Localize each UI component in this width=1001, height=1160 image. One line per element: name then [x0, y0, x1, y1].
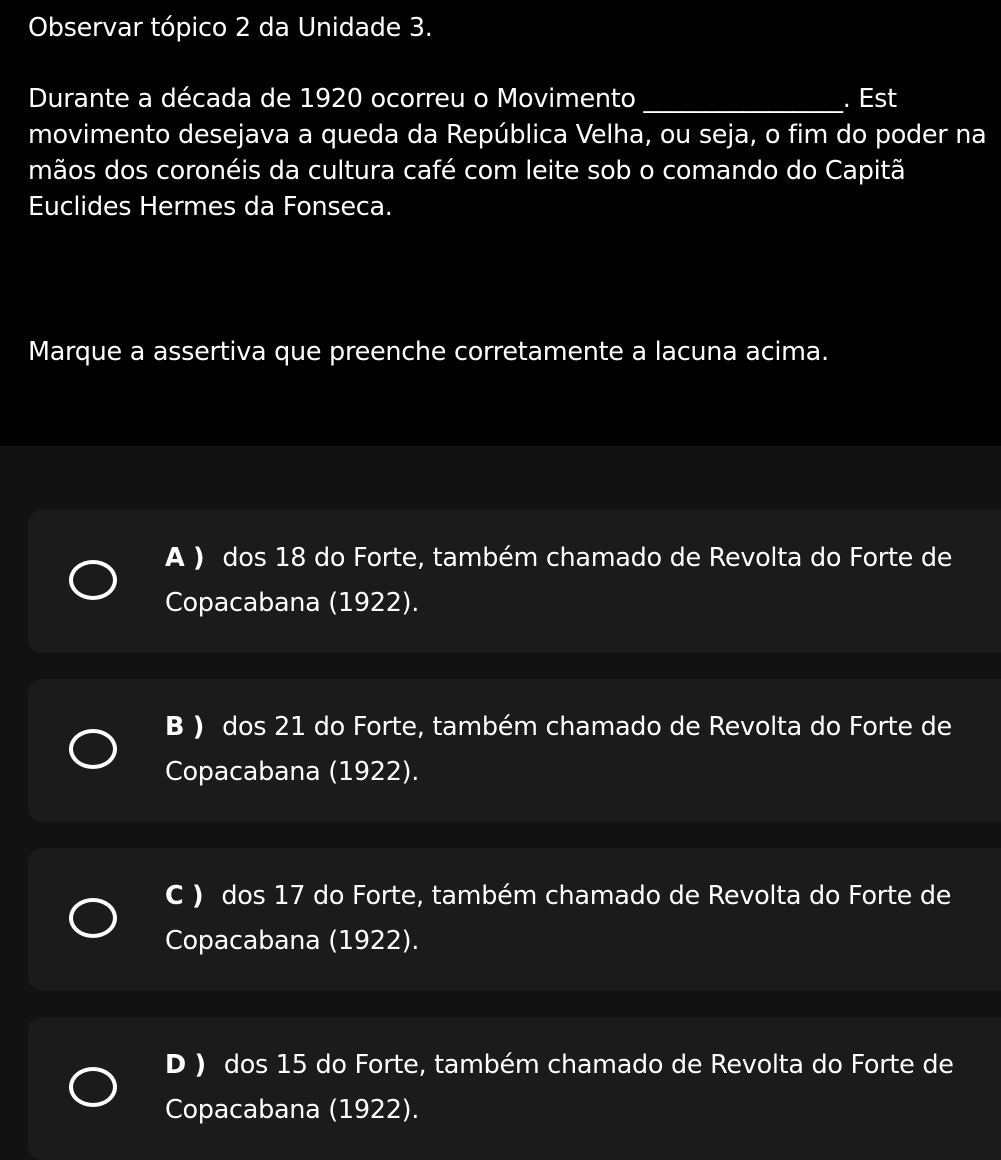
option-a-line-2: Copacabana (1922). — [165, 588, 420, 618]
option-d-line-2: Copacabana (1922). — [165, 1095, 420, 1125]
answer-options — [0, 446, 1001, 1132]
option-b-text: dos 21 do Forte, também chamado de Revolta do Forte de — [222, 712, 952, 742]
option-a-text: dos 18 do Forte, também chamado de Revolta do Forte de — [222, 543, 953, 573]
option-b-letter: B ) — [165, 712, 205, 742]
radio-unchecked-icon[interactable] — [69, 1067, 117, 1107]
option-d-letter: D ) — [165, 1050, 206, 1080]
option-a-letter: A ) — [165, 543, 205, 573]
option-c-line-1 — [165, 880, 951, 912]
question-statement-line-2: movimento desejava a queda da República Velha, ou seja, o fim do poder na — [28, 120, 987, 150]
option-c-text: dos 17 do Forte, também chamado de Revolta do Forte de — [221, 881, 952, 911]
radio-unchecked-icon[interactable] — [69, 898, 117, 938]
option-a[interactable] — [28, 510, 1001, 653]
question-prompt: Marque a assertiva que preenche corretamente a lacuna acima. — [28, 337, 829, 367]
radio-unchecked-icon[interactable] — [69, 729, 117, 769]
option-d-text: dos 15 do Forte, também chamado de Revolta do Forte de — [223, 1050, 954, 1080]
option-c[interactable] — [28, 848, 1001, 991]
option-c-letter: C ) — [165, 881, 204, 911]
option-a-line-1 — [165, 542, 952, 574]
option-c-line-2: Copacabana (1922). — [165, 926, 420, 956]
question-statement-line-1: Durante a década de 1920 ocorreu o Movimento ________________. Est — [28, 84, 897, 114]
question-statement-line-3: mãos dos coronéis da cultura café com leite sob o comando do Capitã — [28, 156, 906, 186]
option-b[interactable] — [28, 679, 1001, 822]
option-d[interactable] — [28, 1017, 1001, 1160]
option-d-line-1 — [165, 1049, 954, 1081]
option-b-line-2: Copacabana (1922). — [165, 757, 420, 787]
question-statement-line-4: Euclides Hermes da Fonseca. — [28, 192, 393, 222]
option-b-line-1 — [165, 711, 952, 743]
question-panel — [0, 0, 1001, 446]
radio-unchecked-icon[interactable] — [69, 560, 117, 600]
question-instruction: Observar tópico 2 da Unidade 3. — [28, 13, 433, 43]
